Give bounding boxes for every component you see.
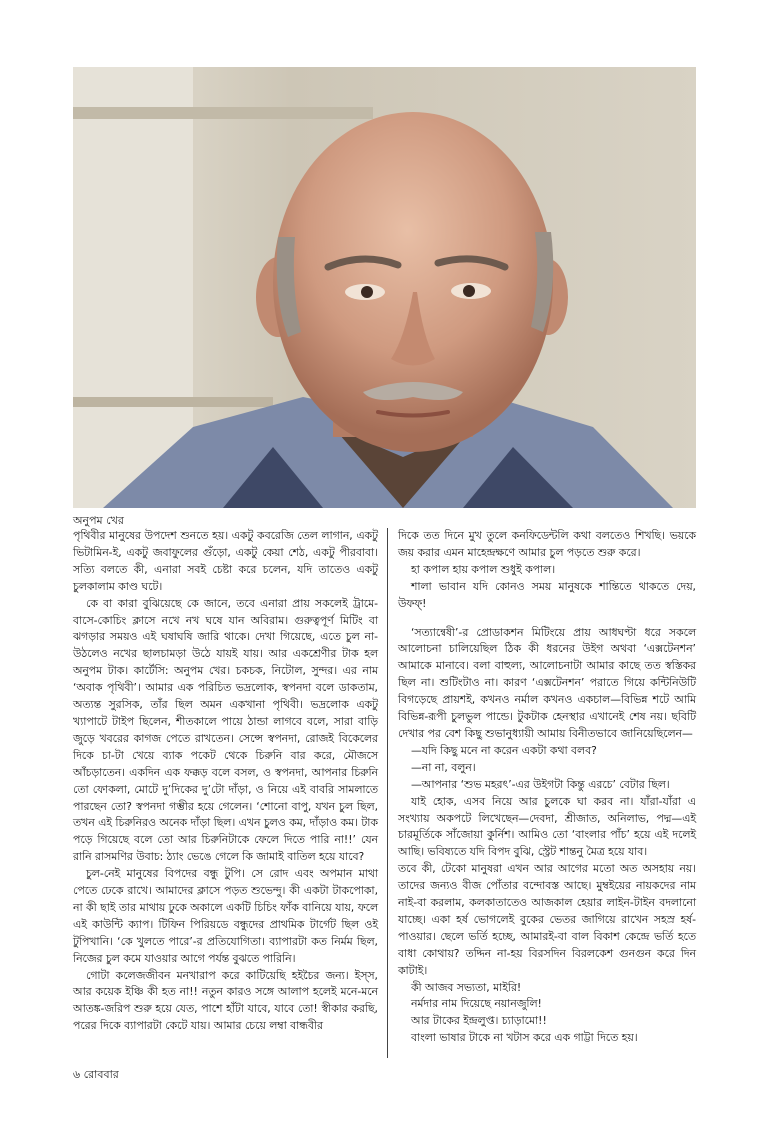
- paragraph: তবে কী, টেকো মানুষরা এখন আর আগের মতো অত অসহায় নয়। তাদের জন্যও বীজ পোঁতার বন্দোবস্ত আছে। মুম্বইয়ের নায়কদের নাম নাই-বা করলাম, কলকাতাতেও আজকাল হেয়ার লাইন-টাইন বদলানো যাচ্ছে। একা হর্ষ ভোগলেই বুকের ভেতর জাগিয়ে রাখেন সহস্র হর্ষ-পাওয়ার। ছেলে ভর্তি হচ্ছে, আমারই-বা বাল বিকাশ কেন্দ্রে ভর্তি হতে বাধা কোথায়? তদ্দিন না-হয় বিরসদিন বিরলকেশ গুনগুন করে দিন কাটাই।: [398, 862, 696, 977]
- paragraph: যাই হোক, এসব নিয়ে আর চুলকে ঘা করব না। যাঁরা-যাঁরা এ সংখ্যায় অকপটে লিখেছেন—দেবদা, শ্রীজাত, অনিলাভ, পদ্ম—এই চারমূর্তিকে সাঁজোয়া কুর্নিশ। আমিও তো ‘বাংলার পাঁচ’ হয়ে এই দলেই আছি। ভবিষ্যতে যদি বিপদ বুঝি, স্ট্রেট শান্তনু মৈত্র হয়ে যাব।: [398, 794, 696, 859]
- article-column-left: [73, 528, 378, 1035]
- paragraph: কে বা কারা বুঝিয়েছে কে জানে, তবে এনারা প্রায় সকলেই ট্রামে-বাসে-কোচিং ক্লাসে নখে নখ ঘষে যান অবিরাম। গুরুত্বপূর্ণ মিটিং বা ঝগড়ার সময়ও এই ঘষাঘষি জারি থাকে। দেখা গিয়েছে, এতে চুল না-উঠলেও নখের ছালচামড়া উঠে যায়ই যায়। আর একশ্রেণীর টাক হল অনুপম টাক। কার্টেসি: অনুপম খের। চকচক, নিটোল, সুন্দর। এর নাম ‘অবাক পৃথিবী’। আমার এক পরিচিত ভদ্রলোক, স্বপনদা বলে ডাকতাম, অত্যন্ত সুরসিক, তাঁর ছিল অমন একখানা পৃথিবী। ভদ্রলোক একটু খ্যাপাটে টাইপ ছিলেন, শীতকালে পায়ে ঠান্ডা লাগবে বলে, সারা বাড়ি জুড়ে খবরের কাগজ পেতে রাখতেন। সেন্সে স্বপনদা, রোজই বিকেলের দিকে চা-টা খেয়ে ব্যাক পকেট থেকে চিরুনি বার করে, মৌজসে আঁচড়াতেন। একদিন এক ফক্কড় বলে বসল, ও স্বপনদা, আপনার চিরুনি তো ফোকলা, মোটে দু’দিকের দু’টো দাঁড়া, ও নিয়ে এই বাবরি সামলাতে পারছেন তো? স্বপনদা গম্ভীর হয়ে গেলেন। ‘শোনো বাপু, যখন চুল ছিল, তখন এই চিরুনিরও অনেক দাঁড়া ছিল। এখন চুলও কম, দাঁড়াও কম। টাক পড়ে গিয়েছে বলে তো আর চিরুনিটাকে ফেলে দিতে পারি না!!’ যেন রানি রাসমণির উবাচ: ঠ্যাং ভেঙে গেলে কি জামাই বাতিল হয়ে যাবে?: [73, 596, 378, 864]
- paragraph: পৃথিবীর মানুষের উপদেশ শুনতে হয়। একটু কবরেজি তেল লাগান, একটু ভিটামিন-ই, একটু জবাফুলের গুঁড়ো, একটু কেয়া শেঠ, একটু পীরবাবা। সত্যি বলতে কী, এনারা সবই চেষ্টা করে চলেন, যদি তাতেও একটু চুলকালাম কাণ্ড ঘটে।: [73, 529, 378, 593]
- page-footer: ৬ রোববার: [73, 1068, 119, 1081]
- paragraph: কী আজব সভ্যতা, মাইরি!: [410, 980, 522, 994]
- paragraph: চুল-নেই মানুষের বিপদের বন্ধু টুপি। সে রোদ এবং অপমান মাথা পেতে ঢেকে রাখে। আমাদের ক্লাসে পড়ত শুভেন্দু। কী একটা টাকপোকা, না কী ছাই তার মাথায় ঢুকে অকালে একটি চিচিং ফাঁক বানিয়ে যায়, ফলে এই কাউন্টি ক্যাপ। টিফিন পিরিয়ডে বন্ধুদের প্রাথমিক টার্গেট ছিল ওই টুপিখানি। ‘কে খুলতে পারে’-র প্রতিযোগিতা। ব্যাপারটা কত নির্মম ছিল, নিজের চুল কমে যাওয়ার আগে পর্যন্ত বুঝতে পারিনি।: [73, 867, 378, 965]
- paragraph: আর টাকের ইন্দ্রলুপ্ত। চ্যাড়ামো!!: [410, 1014, 547, 1028]
- column-divider: [387, 528, 388, 1058]
- paragraph: ‘সত্যান্বেষী’-র প্রোডাকশন মিটিংয়ে প্রায় আধঘণ্টা ধরে সকলে আলোচনা চালিয়েছিল ঠিক কী ধরনের উইগ অথবা ‘এক্সটেনশন’ আমাকে মানাবে। বলা বাহুল্য, আলোচনাটা আমার কাছে তত স্বস্তিকর ছিল না। শুটিংটাও না। কারণ ‘এক্সটেনশন’ পরাতে গিয়ে কন্টিনিউটি বিগড়েছে প্রায়শই, কখনও নর্মাল কখনও একচাল—বিভিন্ন শটে আমি বিভিন্ন-রূপী চুলভুল পান্ডে। টুকটাক হেনস্থার এখানেই শেষ নয়। ছবিটি দেখার পর বেশ কিছু শুভানুধ্যায়ী আমায় বিনীতভাবে জানিয়েছিলেন—: [398, 625, 696, 740]
- paragraph: দিকে তত দিনে মুখ তুলে কনফিডেন্টলি কথা বলতেও শিখছি। ভয়কে জয় করার এমন মাহেন্দ্রক্ষণে আমার চুল পড়তে শুরু করে।: [398, 529, 696, 559]
- paragraph: বাংলা ভাষার টাকে না খটাস করে এক গাট্টা দিতে হয়।: [410, 1031, 638, 1045]
- portrait-photo: [73, 67, 696, 508]
- article-column-right: [398, 528, 696, 1047]
- dialogue-line: —যদি কিছু মনে না করেন একটা কথা বলব?: [410, 743, 597, 757]
- dialogue-line: —না না, বলুন।: [410, 760, 476, 774]
- paragraph: গোটা কলেজজীবন মনখারাপ করে কাটিয়েছি হইচৈর জন্য। ইস্স, আর কয়েক ইঞ্চি কী হত না!! নতুন কারও সঙ্গে আলাপ হলেই মনে-মনে আতঙ্ক-জরিপ শুরু হয়ে যেত, পাশে হাঁটা যাবে, যাবে তো! স্বীকার করছি, পরের দিকে ব্যাপারটা কেটে যায়। আমার চেয়ে লম্বা বান্ধবীর: [73, 968, 378, 1033]
- photo-caption: অনুপম খের: [73, 514, 124, 527]
- paragraph: শালা ভাবান যদি কোনও সময় মানুষকে শান্তিতে থাকতে দেয়, উফফ্!: [398, 579, 696, 610]
- dialogue-line: —আপনার ‘শুভ মহরৎ’-এর উইগটা কিন্তু এরচে’ বেটার ছিল।: [410, 777, 670, 791]
- portrait-illustration: [73, 67, 696, 508]
- paragraph: নর্মদার নাম দিয়েছে নয়ানজুলি!: [410, 997, 542, 1011]
- paragraph: হা কপাল হায় কপাল শুধুই কপাল।: [410, 562, 556, 576]
